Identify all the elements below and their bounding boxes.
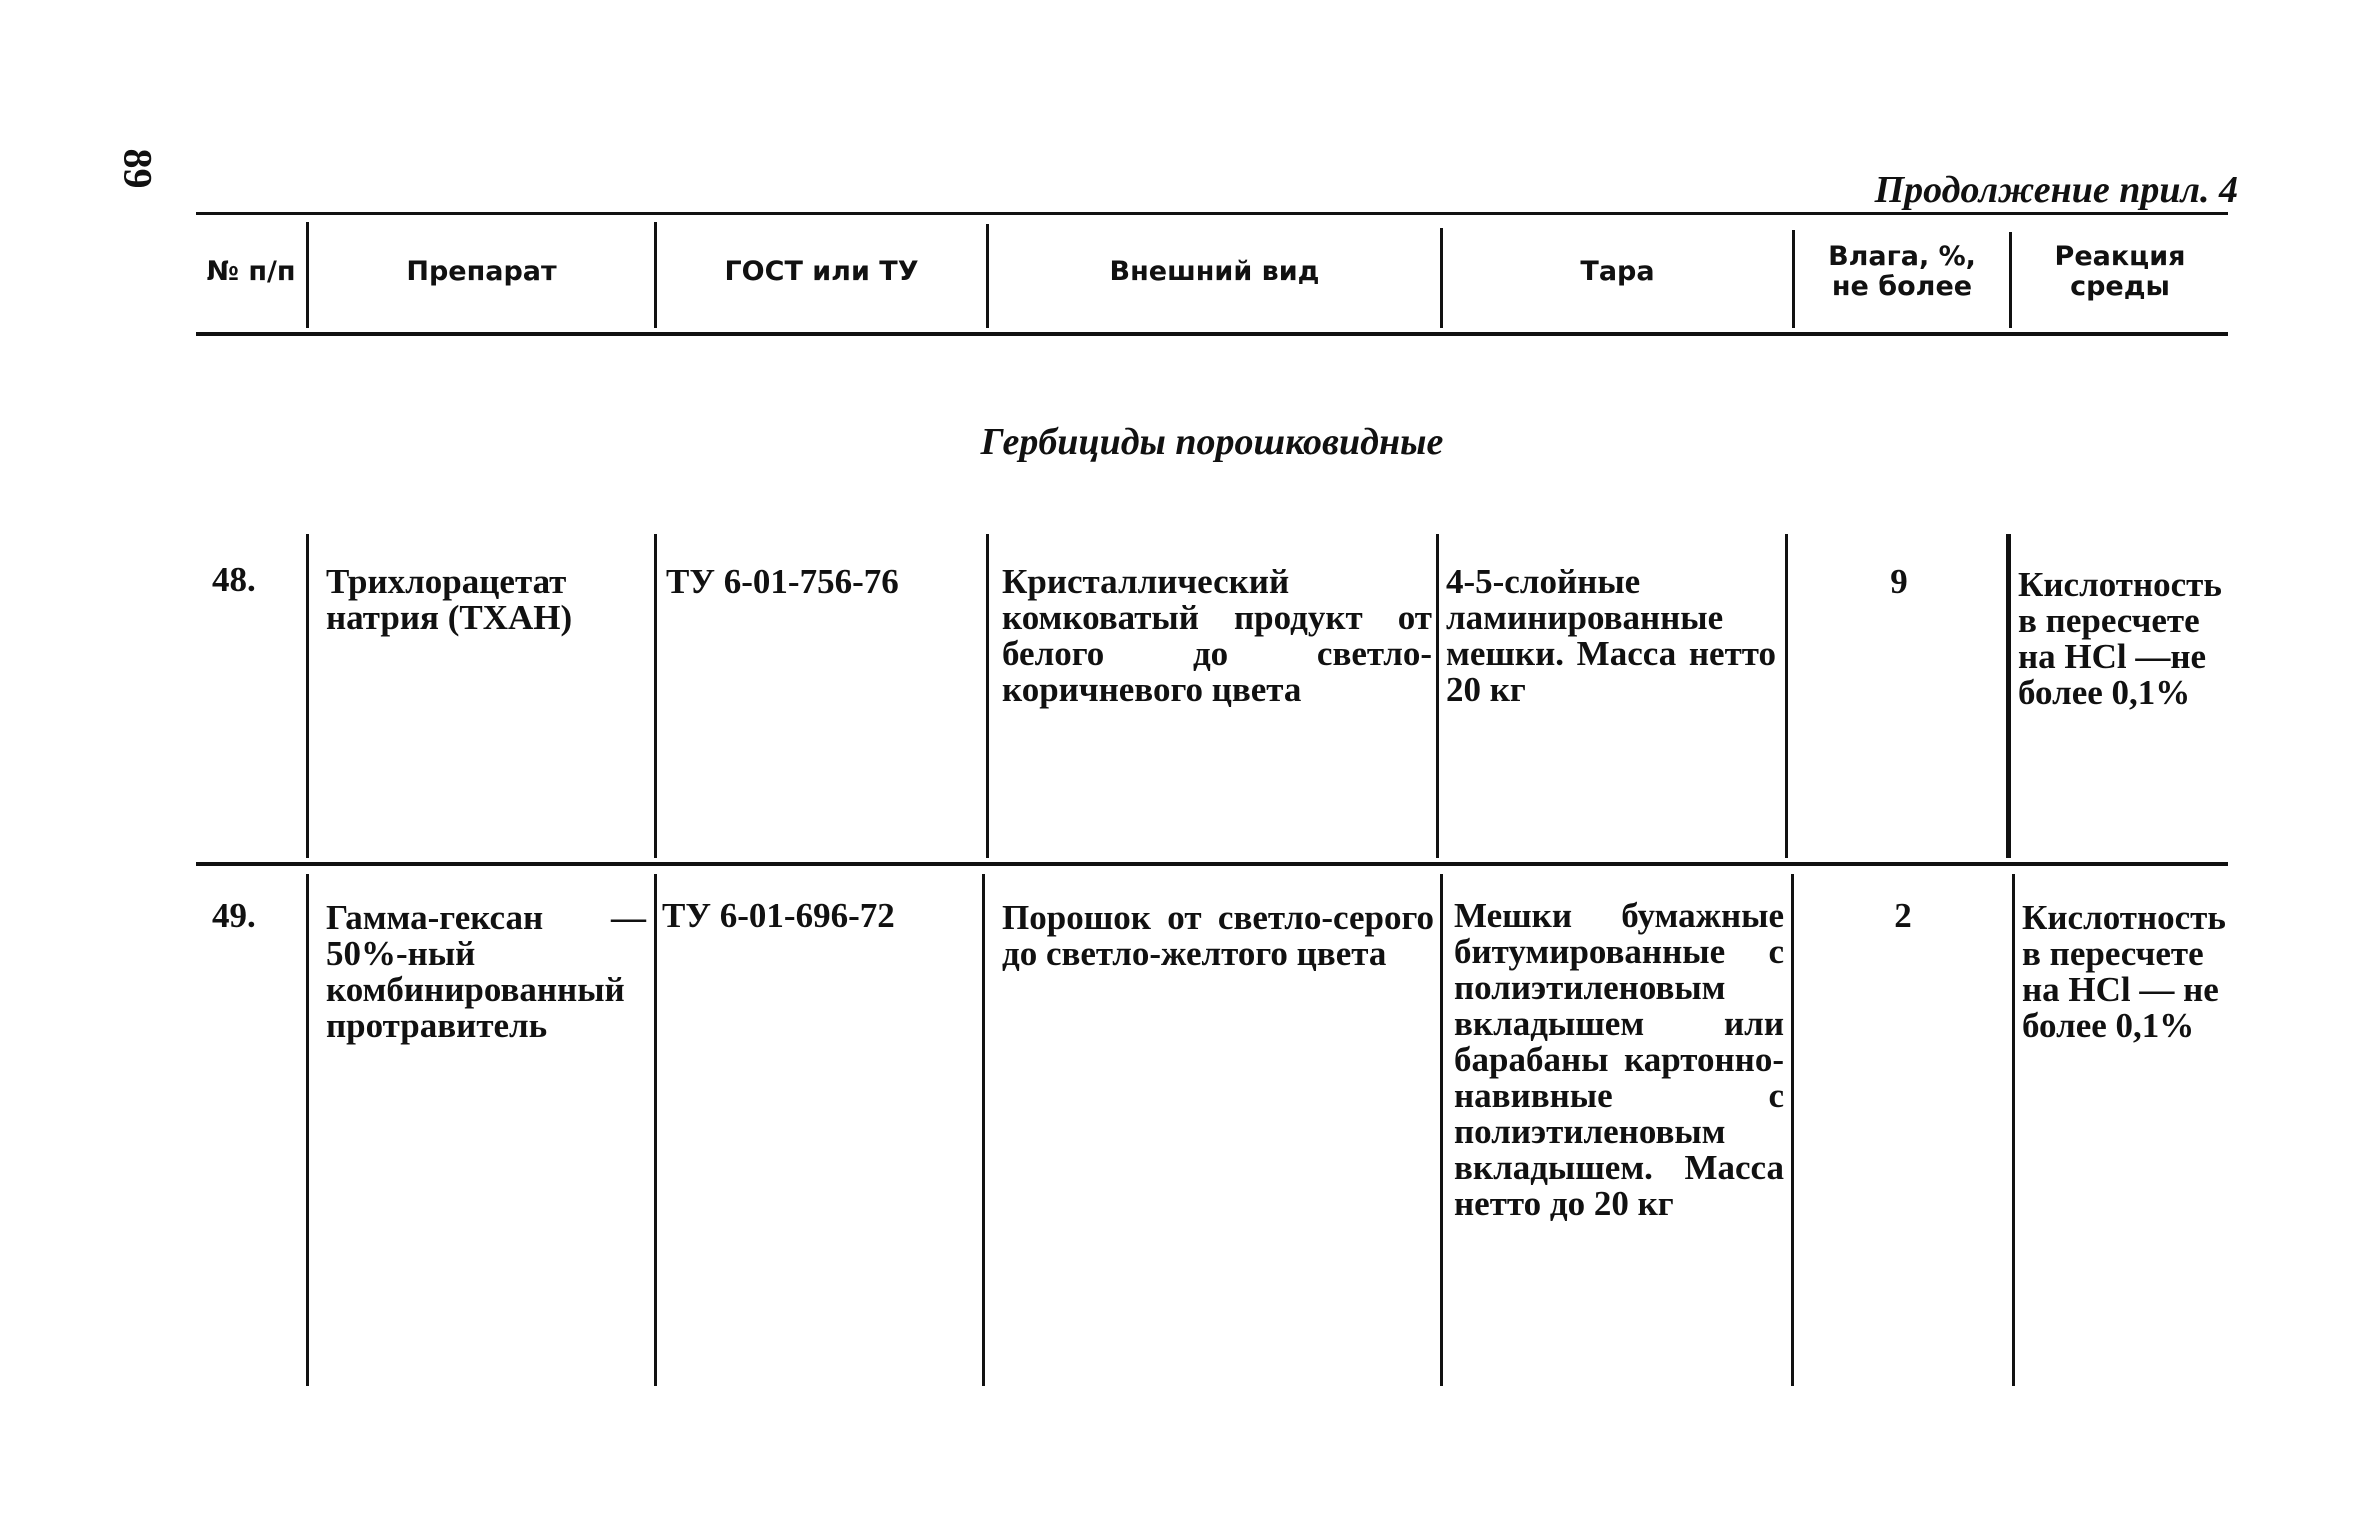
header-gost: ГОСТ или ТУ	[724, 256, 919, 288]
row-49-gost: ТУ 6-01-696-72	[662, 896, 895, 935]
row-48-gost: ТУ 6-01-756-76	[666, 562, 899, 601]
row-divider	[654, 534, 657, 858]
continuation-note: Продолжение прил. 4	[1874, 169, 2238, 211]
row-48-num: 48.	[212, 560, 256, 599]
page-number: 89	[115, 148, 161, 189]
row-divider	[1440, 874, 1443, 1386]
row-divider	[982, 874, 985, 1386]
header-num: № п/п	[206, 256, 296, 288]
row-48-appearance: Кристаллический комковатый продукт от белого до светло-коричневого цвета	[1002, 562, 1432, 709]
row-48-moisture: 9	[1890, 562, 1908, 601]
row-separator-rule	[196, 862, 2228, 866]
row-divider	[306, 534, 309, 858]
row-divider	[2012, 874, 2015, 1386]
section-title: Гербициды порошковидные	[980, 421, 1444, 463]
header-container: Тара	[1580, 256, 1655, 288]
row-49-preparation: Гамма-гексан — 50%-ный комбинированный протравитель	[326, 898, 646, 1045]
header-appearance: Внешний вид	[1109, 256, 1320, 288]
row-divider	[986, 534, 989, 858]
row-49-num: 49.	[212, 896, 256, 935]
row-divider	[2006, 534, 2011, 858]
row-divider	[1785, 534, 1788, 858]
header-moisture: Влага, %, не более	[1828, 241, 1976, 302]
row-divider	[654, 874, 657, 1386]
row-48-preparation: Трихлорацетат натрия (ТХАН)	[326, 562, 573, 637]
row-49-appearance: Порошок от светло-серого до светло-желтого цвета	[1002, 898, 1434, 973]
row-48-container: 4-5-слойные ламинированные мешки. Масса нетто 20 кг	[1446, 562, 1776, 709]
row-divider	[1791, 874, 1794, 1386]
row-divider	[1436, 534, 1439, 858]
row-divider	[306, 874, 309, 1386]
row-49-reaction: Кислотность в пересчете на HCl — не более 0,1%	[2022, 898, 2226, 1045]
header-bottom-rule	[196, 332, 2228, 336]
header-reaction: Реакция среды	[2054, 241, 2186, 302]
row-48-reaction: Кислотность в пересчете на HCl —не более 0,1%	[2018, 565, 2222, 712]
row-49-moisture: 2	[1894, 896, 1912, 935]
row-49-container: Мешки бумажные битумированные с полиэтиленовым вкладышем или барабаны картонно-навивные с полиэтиленовым вкладышем. Масса нетто до 20 кг	[1454, 896, 1784, 1223]
header-preparation: Препарат	[406, 256, 557, 288]
